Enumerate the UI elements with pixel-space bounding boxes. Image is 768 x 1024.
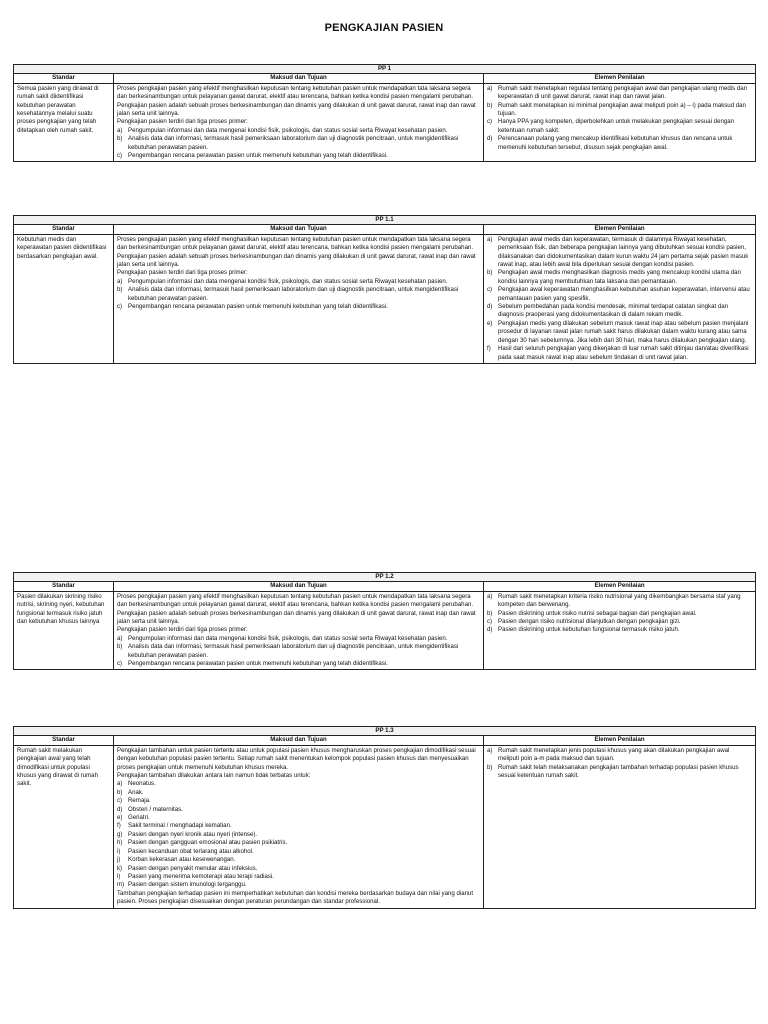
list-item (117, 865, 480, 873)
elemen-cell (484, 745, 756, 908)
standar-cell: Kebutuhan medis dan keperawatan pasien diidentifikasi berdasarkan pengkajian awal. (14, 234, 114, 363)
list-item (117, 839, 480, 847)
list-text: Analisis data dan informasi, termasuk hasil pemeriksaan laboratorium dan uji diagnostik pencitraan, untuk mengidentifikasi kebutuhan perawatan pasien. (128, 286, 459, 302)
list-text: Sebelum pembedahan pada kondisi mendesak, minimal terdapat catatan singkat dan diagnosis praoperasi yang didokumentasikan di dalam rekam medik. (498, 303, 729, 319)
list-text: Pasien dengan penyakit menular atau infeksius. (128, 864, 258, 872)
list-item (117, 814, 480, 822)
section-code: PP 1.1 (14, 216, 756, 225)
list-text: Obsteri / maternitas. (128, 805, 183, 813)
list-marker: l) (117, 872, 121, 880)
list-marker: i) (117, 847, 121, 855)
column-header-maksud: Maksud dan Tujuan (114, 74, 484, 83)
maksud-paragraph: Pengkajian pasien adalah sebuah proses berkesinambungan dan dinamis yang dilakukan di unit gawat darurat, rawat inap dan rawat jalan serta unit lainnya. (117, 252, 476, 269)
list-marker: c) (487, 286, 493, 294)
list-item (117, 303, 480, 311)
list-text: Analisis data dan informasi, termasuk hasil pemeriksaan laboratorium dan uji diagnostik pencitraan, untuk mengidentifikasi kebutuhan perawatan pasien. (128, 135, 459, 151)
list-text: Pasien diskrining untuk risiko nutrisi sebagai bagian dari pengkajian awal. (498, 609, 697, 617)
list-text: Pengembangan rencana perawatan pasien untuk memenuhi kebutuhan yang telah diidentifikasi. (128, 152, 388, 160)
maksud-paragraph: Tambahan pengkajian terhadap pasien ini memperhatikan kebutuhan dan kondisi mereka berdasarkan budaya dan nilai yang dianut pasien. Proses pengkajian disesuaikan dengan peraturan perundangan dan standar professional. (117, 889, 474, 906)
maksud-cell (114, 745, 484, 908)
elemen-list (487, 85, 752, 152)
list-marker: k) (117, 864, 123, 872)
list-item (487, 320, 752, 345)
list-marker: d) (487, 626, 493, 634)
list-item (487, 85, 752, 102)
list-marker: j) (117, 856, 121, 864)
list-item (487, 236, 752, 270)
column-header-maksud: Maksud dan Tujuan (114, 736, 484, 745)
elemen-cell (484, 234, 756, 363)
pp-table (13, 572, 756, 670)
list-marker: h) (117, 839, 123, 847)
list-marker: e) (117, 814, 123, 822)
list-item (117, 780, 480, 788)
list-marker: m) (117, 881, 125, 889)
list-text: Rumah sakit menetapkan kriteria risiko nutrisional yang dikembangkan bersama staf yang kompeten dan berwenang. (498, 592, 741, 609)
list-item (117, 135, 480, 152)
list-text: Geriatri. (128, 814, 150, 822)
list-text: Neonatus. (128, 780, 156, 788)
column-header-standar: Standar (14, 225, 114, 234)
maksud-paragraph: Pengkajian pasien adalah sebuah proses berkesinambungan dan dinamis yang dilakukan di unit gawat darurat, rawat inap dan rawat jalan serta unit lainnya. (117, 609, 476, 626)
list-marker: d) (487, 303, 493, 311)
list-item (117, 127, 480, 135)
list-marker: c) (487, 618, 493, 626)
list-marker: d) (487, 135, 493, 143)
list-marker: c) (117, 152, 123, 160)
list-text: Pasien dengan nyeri kronik atau nyeri (intense). (128, 830, 258, 838)
list-marker: c) (117, 303, 123, 311)
list-text: Rumah sakit menetapkan isi minimal pengkajian awal meliputi poin a) – i) pada maksud dan tujuan. (498, 101, 746, 118)
list-text: Pengkajian awal medis menghasilkan diagnosis medis yang mencakup kondisi utama dan kondisi lainnya yang membutuhkan tata laksana dan pemantauan. (498, 269, 741, 285)
list-marker: c) (117, 797, 123, 805)
list-marker: c) (117, 660, 123, 668)
section-code: PP 1.3 (14, 727, 756, 736)
list-marker: a) (487, 235, 493, 243)
list-marker: b) (487, 101, 493, 109)
list-item (117, 660, 480, 668)
maksud-list (117, 635, 480, 669)
list-item (117, 643, 480, 660)
list-item (117, 152, 480, 160)
maksud-paragraph: Pengkajian pasien terdiri dari tiga proses primer: (117, 118, 248, 126)
list-marker: g) (117, 830, 123, 838)
column-header-elemen: Elemen Penilaian (484, 736, 756, 745)
list-text: Pasien diskrining untuk kebutuhan fungsional termasuk risiko jatuh. (498, 626, 680, 634)
table-row (14, 234, 756, 363)
list-marker: a) (117, 634, 123, 642)
list-item (117, 831, 480, 839)
list-text: Analisis data dan informasi, termasuk hasil pemeriksaan laboratorium dan uji diagnostik pencitraan, untuk mengidentifikasi kebutuhan perawatan pasien. (128, 643, 459, 659)
section-code: PP 1.2 (14, 573, 756, 582)
list-text: Pengkajian medis yang dilakukan sebelum masuk rawat inap atau sebelum pasien menjalani prosedur di layanan rawat jalan rumah sakit harus dilakukan dalam waktu kurang atau sama dengan 30 hari sebelumnya. Jika lebih dari 30 hari, maka harus dilakukan pengkajian ulang. (498, 319, 749, 344)
pp-table (13, 215, 756, 364)
maksud-cell (114, 591, 484, 670)
list-text: Pasien kecanduan obat terlarang atau alkohol. (128, 847, 254, 855)
list-text: Remaja. (128, 797, 151, 805)
maksud-list (117, 780, 480, 889)
list-text: Pengembangan rencana perawatan pasien untuk memenuhi kebutuhan yang telah diidentifikasi. (128, 303, 388, 311)
elemen-list (487, 593, 752, 635)
list-text: Pasien dengan risiko nutrisional dilanjutkan dengan pengkajian gizi. (498, 618, 681, 626)
list-marker: d) (117, 805, 123, 813)
maksud-paragraph: Proses pengkajian pasien yang efektif menghasilkan keputusan tentang kebutuhan pasien untuk mendapatkan tata laksana segera dan berkesinambungan untuk pelayanan gawat darurat, elektif atau terencana, bahkan ketika kondisi pasien mengalami perubahan. (117, 84, 474, 101)
list-marker: b) (487, 609, 493, 617)
list-item (487, 747, 752, 764)
list-text: Hanya PPA yang kompeten, diperbolehkan untuk melakukan pengkajian sesuai dengan ketentuan rumah sakit. (498, 118, 735, 134)
list-marker: b) (117, 286, 123, 294)
list-item (487, 269, 752, 286)
elemen-list (487, 236, 752, 362)
table-row (14, 591, 756, 670)
column-header-standar: Standar (14, 74, 114, 83)
maksud-list (117, 127, 480, 161)
elemen-list (487, 747, 752, 781)
list-text: Pasien yang menerima kemoterapi atau terapi radiasi. (128, 872, 274, 880)
list-item (487, 118, 752, 135)
table-row (14, 745, 756, 908)
list-item (117, 848, 480, 856)
list-text: Hasil dari seluruh pengkajian yang dikerjakan di luar rumah sakit ditinjau dan/atau diverifikasi pada saat masuk rawat inap atau sebelum tindakan di unit rawat jalan. (498, 345, 749, 361)
maksud-cell (114, 83, 484, 162)
list-item (117, 806, 480, 814)
list-marker: a) (117, 277, 123, 285)
list-item (117, 635, 480, 643)
maksud-paragraph: Proses pengkajian pasien yang efektif menghasilkan keputusan tentang kebutuhan pasien untuk mendapatkan tata laksana segera dan berkesinambungan untuk pelayanan gawat darurat, elektif atau terencana, bahkan ketika kondisi pasien mengalami perubahan. (117, 592, 474, 609)
list-item (117, 797, 480, 805)
column-header-elemen: Elemen Penilaian (484, 74, 756, 83)
column-header-elemen: Elemen Penilaian (484, 225, 756, 234)
list-marker: b) (117, 135, 123, 143)
page-title: PENGKAJIAN PASIEN (324, 22, 444, 34)
list-item (487, 764, 752, 781)
list-text: Anak. (128, 788, 144, 796)
list-item (487, 102, 752, 119)
list-item (487, 135, 752, 152)
standar-cell: Semua pasien yang dirawat di rumah sakit diidentifikasi kebutuhan perawatan kesehatannya melalui suatu proses pengkajian yang telah ditetapkan oleh rumah sakit. (14, 83, 114, 162)
list-marker: b) (487, 763, 493, 771)
list-text: Pasien dengan gangguan emosional atau pasien psikiatris. (128, 839, 288, 847)
table-row (14, 83, 756, 162)
list-text: Pengembangan rencana perawatan pasien untuk memenuhi kebutuhan yang telah diidentifikasi. (128, 660, 388, 668)
elemen-cell (484, 591, 756, 670)
maksud-cell (114, 234, 484, 363)
list-text: Pasien dengan sistem imunologi terganggu. (128, 881, 247, 889)
list-item (117, 873, 480, 881)
list-marker: f) (487, 345, 491, 353)
list-item (117, 286, 480, 303)
maksud-paragraph: Pengkajian pasien adalah sebuah proses berkesinambungan dan dinamis yang dilakukan di unit gawat darurat, rawat inap dan rawat jalan serta unit lainnya. (117, 101, 476, 118)
pp-table (13, 726, 756, 909)
maksud-paragraph: Proses pengkajian pasien yang efektif menghasilkan keputusan tentang kebutuhan pasien untuk mendapatkan tata laksana segera dan berkesinambungan untuk pelayanan gawat darurat, elektif atau terencana, bahkan ketika kondisi pasien mengalami perubahan. (117, 235, 474, 252)
column-header-maksud: Maksud dan Tujuan (114, 225, 484, 234)
list-text: Pengumpulan informasi dan data mengenai kondisi fisik, psikologis, dan status sosial serta Riwayat kesehatan pasien. (128, 126, 448, 134)
list-marker: e) (487, 319, 493, 327)
list-text: Rumah sakit telah melaksanakan pengkajian tambahan terhadap populasi pasien khusus sesuai ketentuan rumah sakit. (498, 763, 739, 780)
list-item (487, 286, 752, 303)
list-text: Sakit terminal / menghadapi kematian. (128, 822, 232, 830)
list-marker: b) (117, 788, 123, 796)
maksud-paragraph: Pengkajian pasien terdiri dari tiga proses primer: (117, 626, 248, 634)
list-item (117, 278, 480, 286)
list-item (487, 610, 752, 618)
list-marker: a) (487, 746, 493, 754)
list-text: Rumah sakit menetapkan jenis populasi khusus yang akan dilakukan pengkajian awal meliputi poin a-m pada maksud dan tujuan. (498, 746, 730, 763)
section-code: PP 1 (14, 65, 756, 74)
list-text: Pengkajian awal medis dan keperawatan, termasuk di dalamnya Riwayat kesehatan, pemeriksaan fisik, dan beberapa pengkajian lainnya yang dibutuhkan sesuai kondisi pasien, dilaksanakan dan didokumentasikan dalam kurun waktu 24 jam pertama sejak pasien masuk rawat inap, atau lebih awal bila diperlukan sesuai dengan kondisi pasien. (498, 235, 749, 269)
list-item (117, 789, 480, 797)
list-item (117, 856, 480, 864)
list-item (117, 822, 480, 830)
list-item (487, 593, 752, 610)
maksud-paragraph: Pengkajian tambahan dilakukan antara lain namun tidak terbatas untuk: (117, 772, 311, 780)
column-header-maksud: Maksud dan Tujuan (114, 582, 484, 591)
list-text: Perencanaan pulang yang mencakup identifikasi kebutuhan khusus dan rencana untuk memenuhi kebutuhan tersebut, disusun sejak pengkajian awal. (498, 135, 733, 151)
list-marker: a) (487, 84, 493, 92)
list-item (487, 345, 752, 362)
pp-table (13, 64, 756, 162)
list-text: Pengumpulan informasi dan data mengenai kondisi fisik, psikologis, dan status sosial serta Riwayat kesehatan pasien. (128, 277, 448, 285)
list-text: Pengkajian awal keperawatan menghasilkan kebutuhan asuhan keperawatan, intervensi atau pemantauan pasien yang spesifik. (498, 286, 750, 302)
list-marker: b) (117, 643, 123, 651)
column-header-standar: Standar (14, 736, 114, 745)
list-marker: a) (487, 592, 493, 600)
list-marker: b) (487, 269, 493, 277)
list-item (117, 881, 480, 889)
elemen-cell (484, 83, 756, 162)
list-item (487, 303, 752, 320)
list-item (487, 626, 752, 634)
column-header-elemen: Elemen Penilaian (484, 582, 756, 591)
maksud-paragraph: Pengkajian pasien terdiri dari tiga proses primer: (117, 269, 248, 277)
maksud-paragraph: Pengkajian tambahan untuk pasien tertentu atau untuk populasi pasien khusus mengharuskan proses pengkajian dimodifikasi sesuai dengan kebutuhan populasi pasien tertentu. Setiap rumah sakit menentukan kelompok populasi pasien khusus dan menyesuaikan proses pengkajian untuk memenuhi kebutuhan khusus mereka. (117, 746, 476, 771)
list-marker: a) (117, 126, 123, 134)
column-header-standar: Standar (14, 582, 114, 591)
list-marker: f) (117, 822, 121, 830)
list-marker: c) (487, 118, 493, 126)
list-text: Korban kekerasan atau kesewenangan. (128, 856, 236, 864)
maksud-list (117, 278, 480, 312)
list-item (487, 618, 752, 626)
standar-cell: Pasien dilakukan skrining risiko nutrisi, skrining nyeri, kebutuhan fungsional termasuk risiko jatuh dan kebutuhan khusus lainnya (14, 591, 114, 670)
list-text: Pengumpulan informasi dan data mengenai kondisi fisik, psikologis, dan status sosial serta Riwayat kesehatan pasien. (128, 634, 448, 642)
list-text: Rumah sakit menetapkan regulasi tentang pengkajian awal dan pengkajian ulang medis dan keperawatan di unit gawat darurat, rawat inap dan rawat jalan. (498, 84, 747, 101)
standar-cell: Rumah sakit melakukan pengkajian awal yang telah dimodifikasi untuk populasi khusus yang dirawat di rumah sakit. (14, 745, 114, 908)
list-marker: a) (117, 780, 123, 788)
